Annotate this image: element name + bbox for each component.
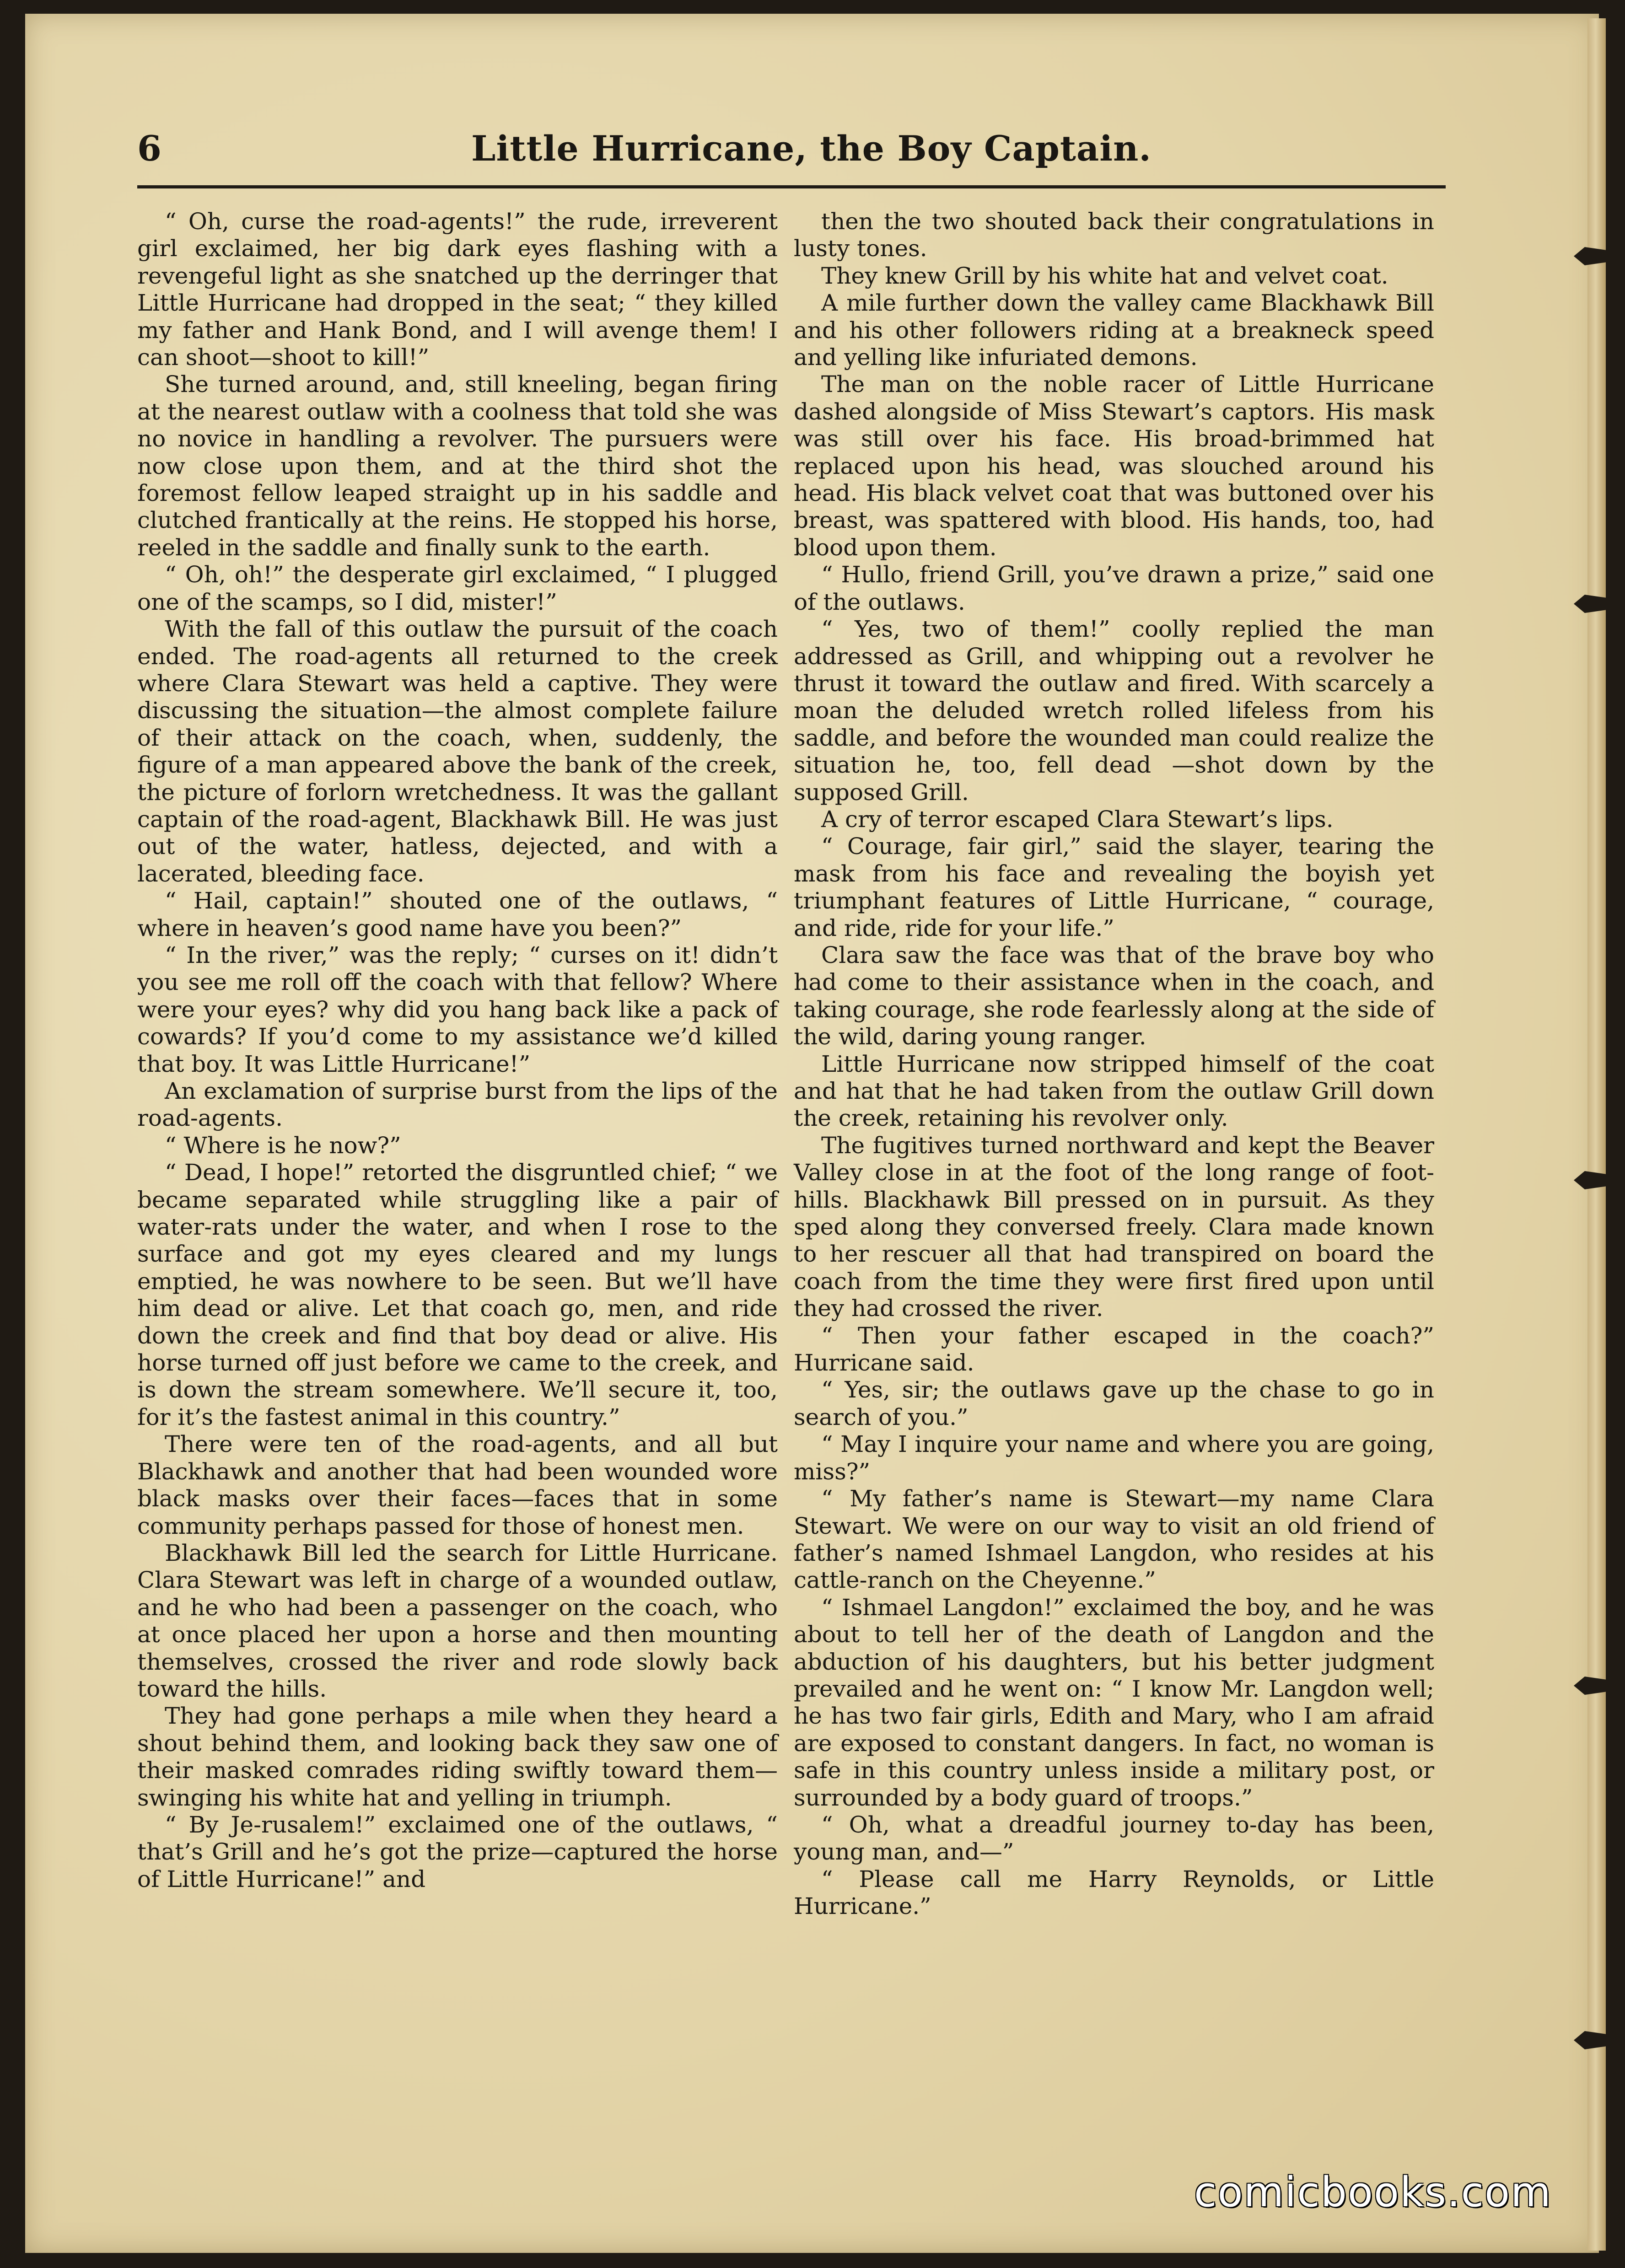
paragraph: “ Hail, captain!” shouted one of the outlaws, “ where in heaven’s good name have you been?” (137, 887, 778, 941)
paragraph: then the two shouted back their congratulations in lusty tones. (794, 208, 1434, 262)
header-rule (137, 185, 1446, 188)
paragraph: “ May I inquire your name and where you are going, miss?” (794, 1431, 1434, 1485)
page-number: 6 (137, 128, 161, 169)
paragraph: “ Hullo, friend Grill, you’ve drawn a prize,” said one of the outlaws. (794, 561, 1434, 615)
running-title: Little Hurricane, the Boy Captain. (471, 128, 1151, 169)
paragraph: She turned around, and, still kneeling, began firing at the nearest outlaw with a coolness that told she was no novice in handling a revolver. The pursuers were now close upon them, and at the third shot the foremost fellow leaped straight up in his saddle and clutched frantically at the reins. He stopped his horse, reeled in the saddle and finally sunk to the earth. (137, 371, 778, 561)
paragraph: “ Dead, I hope!” retorted the disgruntled chief; “ we became separated while struggling like a pair of water-rats under the water, and when I rose to the surface and got my eyes cleared and my lungs emptied, he was nowhere to be seen. But we’ll have him dead or alive. Let that coach go, men, and ride down the creek and find that boy dead or alive. His horse turned off just before we came to the creek, and is down the stream somewhere. We’ll secure it, too, for it’s the fastest animal in this country.” (137, 1159, 778, 1430)
paragraph: The fugitives turned northward and kept the Beaver Valley close in at the foot of the long range of foot-hills. Blackhawk Bill pressed on in pursuit. As they sped along they conversed freely. Clara made known to her rescuer all that had transpired on board the coach from the time they were first fired upon until they had crossed the river. (794, 1132, 1434, 1322)
paragraph: “ Oh, oh!” the desperate girl exclaimed, “ I plugged one of the scamps, so I did, mister!” (137, 561, 778, 615)
paragraph: Clara saw the face was that of the brave boy who had come to their assistance when in the coach, and taking courage, she rode fearlessly along at the side of the wild, daring young ranger. (794, 941, 1434, 1050)
paragraph: “ In the river,” was the reply; “ curses on it! didn’t you see me roll off the coach with that fellow? Where were your eyes? why did you hang back like a pack of cowards? If you’d come to my assistance we’d killed that boy. It was Little Hurricane!” (137, 941, 778, 1077)
paragraph: A cry of terror escaped Clara Stewart’s lips. (821, 806, 1334, 833)
paragraph: They knew Grill by his white hat and velvet coat. (821, 262, 1388, 289)
paragraph: “ Oh, what a dreadful journey to-day has been, young man, and—” (794, 1811, 1434, 1865)
paragraph: “ Then your father escaped in the coach?” Hurricane said. (794, 1322, 1434, 1376)
paragraph: “ Yes, sir; the outlaws gave up the chase to go in search of you.” (794, 1376, 1434, 1430)
page-header (137, 124, 1519, 178)
paragraph: With the fall of this outlaw the pursuit of the coach ended. The road-agents all returned to the creek where Clara Stewart was held a captive. They were discussing the situation—the almost complete failure of their attack on the coach, when, suddenly, the figure of a man appeared above the bank of the creek, the picture of forlorn wretchedness. It was the gallant captain of the road-agent, Blackhawk Bill. He was just out of the water, hatless, dejected, and with a lacerated, bleeding face. (137, 616, 778, 887)
left-text-column (137, 208, 778, 1893)
paragraph: A mile further down the valley came Blackhawk Bill and his other followers riding at a breakneck speed and yelling like infuriated demons. (794, 290, 1434, 371)
paragraph: “ Ishmael Langdon!” exclaimed the boy, and he was about to tell her of the death of Langdon and the abduction of his daughters, but his better judgment prevailed and he went on: “ I know Mr. Langdon well; he has two fair girls, Edith and Mary, who I am afraid are exposed to constant dangers. In fact, no woman is safe in this country unless inside a military post, or surrounded by a body guard of troops.” (794, 1594, 1434, 1811)
paragraph: Blackhawk Bill led the search for Little Hurricane. Clara Stewart was left in charge of a wounded outlaw, and he who had been a passenger on the coach, who at once placed her upon a horse and then mounting themselves, crossed the river and rode slowly back toward the hills. (137, 1539, 778, 1702)
paragraph: “ Please call me Harry Reynolds, or Little Hurricane.” (794, 1865, 1434, 1920)
page-spine (1587, 18, 1606, 2251)
paragraph: “ Where is he now?” (165, 1132, 401, 1159)
paragraph: “ My father’s name is Stewart—my name Clara Stewart. We were on our way to visit an old friend of father’s named Ishmael Langdon, who resides at his cattle-ranch on the Cheyenne.” (794, 1485, 1434, 1594)
paragraph: An exclamation of surprise burst from the lips of the road-agents. (137, 1078, 778, 1132)
paragraph: “ Oh, curse the road-agents!” the rude, irreverent girl exclaimed, her big dark eyes flashing with a revengeful light as she snatched up the derringer that Little Hurricane had dropped in the seat; “ they killed my father and Hank Bond, and I will avenge them! I can shoot—shoot to kill!” (137, 208, 778, 371)
paragraph: There were ten of the road-agents, and all but Blackhawk and another that had been wounded wore black masks over their faces—faces that in some community perhaps passed for those of honest men. (137, 1431, 778, 1539)
paragraph: “ Courage, fair girl,” said the slayer, tearing the mask from his face and revealing the boyish yet triumphant features of Little Hurricane, “ courage, and ride, ride for your life.” (794, 833, 1434, 941)
paragraph: “ By Je-rusalem!” exclaimed one of the outlaws, “ that’s Grill and he’s got the prize—captured the horse of Little Hurricane!” and (137, 1811, 778, 1892)
paragraph: “ Yes, two of them!” coolly replied the man addressed as Grill, and whipping out a revolver he thrust it toward the outlaw and fired. With scarcely a moan the deluded wretch rolled lifeless from his saddle, and before the wounded man could realize the situation he, too, fell dead —shot down by the supposed Grill. (794, 616, 1434, 806)
watermark: comicbooks.com (1194, 2168, 1552, 2216)
paragraph: They had gone perhaps a mile when they heard a shout behind them, and looking back they saw one of their masked comrades riding swiftly toward them—swinging his white hat and yelling in triumph. (137, 1703, 778, 1811)
right-text-column (794, 208, 1434, 1920)
paragraph: The man on the noble racer of Little Hurricane dashed alongside of Miss Stewart’s captors. His mask was still over his face. His broad-brimmed hat replaced upon his head, was slouched around his head. His black velvet coat that was buttoned over his breast, was spattered with blood. His hands, too, had blood upon them. (794, 371, 1434, 561)
paragraph: Little Hurricane now stripped himself of the coat and hat that he had taken from the outlaw Grill down the creek, retaining his revolver only. (794, 1050, 1434, 1132)
